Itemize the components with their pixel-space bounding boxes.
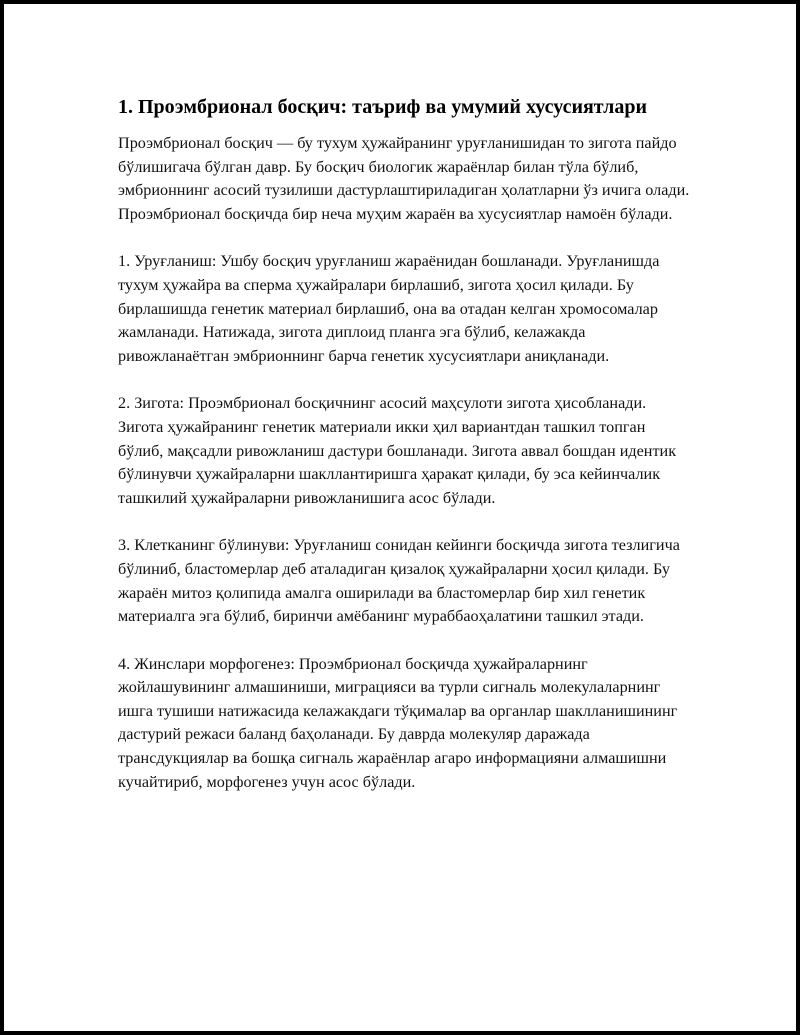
- intro-paragraph: Проэмбрионал босқич — бу тухум ҳужайранинг уруғланишидан то зигота пайдо бўлишигача бўлган давр. Бу босқич биологик жараёнлар билан тўла бўлиб, эмбрионнинг асосий тузилиши дастурлаштириладиган ҳолатларни ўз ичига олади. Проэмбрионал босқичда бир неча муҳим жараён ва хусусиятлар намоён бўлади.: [118, 134, 690, 223]
- fertilization-paragraph: 1. Уруғланиш: Ушбу босқич уруғланиш жараёнидан бошланади. Уруғланишда тухум ҳужайра ва сперма ҳужайралари бирлашиб, зигота ҳосил қилади. Бу бирлашишда генетик материал бирлашиб, она ва отадан келган хромосомалар жамланади. Натижада, зигота диплоид планга эга бўлиб, келажакда ривожланаётган эмбрионнинг барча генетик хусусиятлари аниқланади.: [118, 252, 660, 365]
- morphogenesis-paragraph: 4. Жинслари морфогенез: Проэмбрионал босқичда ҳужайраларнинг жойлашувининг алмашиниши, миграцияси ва турли сигналь молекулаларнинг ишга тушиши натижасида келажакдаги тўқималар ва органлар шаклланишининг дастурий режаси баланд баҳоланади. Бу даврда молекуляр даражада трансдукциялар ва бошқа сигналь жараёнлар агаро информацияни алмашишни кучайтириб, морфогенез учун асос бўлади.: [118, 654, 678, 791]
- cell-division-paragraph: 3. Клетканинг бўлинуви: Уруғланиш сонидан кейинги босқичда зигота тезлигича бўлиниб, бластомерлар деб аталадиган қизалоқ ҳужайраларни ҳосил қилади. Бу жараён митоз қолипида амалга оширилади ва бластомерлар бир хил генетик материалга эга бўлиб, биринчи амёбанинг мураббаоҳалатини ташкил этади.: [118, 536, 680, 626]
- section-heading: 1. Проэмбрионал босқич: таъриф ва умумий хусусиятлари: [118, 96, 647, 118]
- zygote-paragraph: 2. Зигота: Проэмбрионал босқичнинг асосий маҳсулоти зигота ҳисобланади. Зигота ҳужайранинг генетик материали икки ҳил вариантдан ташкил топган бўлиб, мақсадли ривожланиш дастури бошланади. Зигота аввал бошдан идентик бўлинувчи ҳужайраларни шакллантиришга ҳаракат қилади, бу эса кейинчалик ташкилий ҳужайраларни ривожланишига асос бўлади.: [118, 394, 677, 507]
- document-body: [118, 92, 690, 818]
